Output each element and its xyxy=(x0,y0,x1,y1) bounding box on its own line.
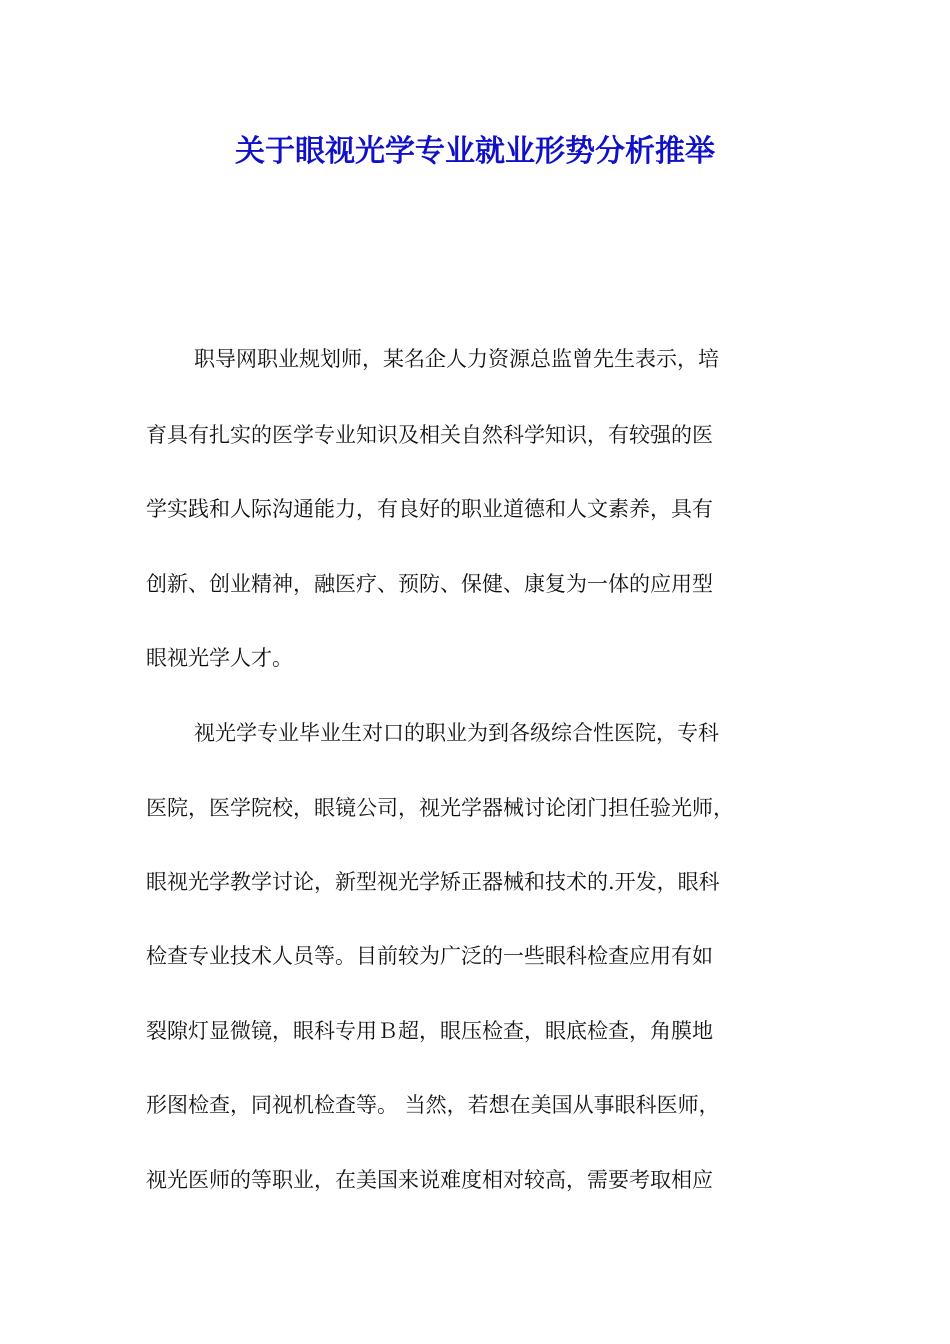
paragraph-1-line-3: 学实践和人际沟通能力，有良好的职业道德和人文素养，具有 xyxy=(146,497,713,521)
paragraph-2-line-6: 形图检查，同视机检查等。 当然，若想在美国从事眼科医师， xyxy=(146,1093,720,1117)
paragraph-1-line-1: 职导网职业规划师，某名企人力资源总监曾先生表示，培 xyxy=(194,347,719,371)
paragraph-2-line-4: 检查专业技术人员等。目前较为广泛的一些眼科检查应用有如 xyxy=(146,944,713,968)
paragraph-2-line-7: 视光医师的等职业，在美国来说难度相对较高，需要考取相应 xyxy=(146,1168,713,1192)
paragraph-1-line-5: 眼视光学人才。 xyxy=(146,646,293,670)
document-title: 关于眼视光学专业就业形势分析推举 xyxy=(235,134,715,169)
paragraph-2-line-5: 裂隙灯显微镜，眼科专用Ｂ超，眼压检查，眼底检查，角膜地 xyxy=(146,1019,713,1043)
document-body xyxy=(146,0,810,1344)
paragraph-2-line-1: 视光学专业毕业生对口的职业为到各级综合性医院，专科 xyxy=(194,721,719,745)
paragraph-2-line-2: 医院，医学院校，眼镜公司，视光学器械讨论闭门担任验光师， xyxy=(146,796,734,820)
paragraph-1-line-4: 创新、创业精神，融医疗、预防、保健、康复为一体的应用型 xyxy=(146,572,713,596)
paragraph-1-line-2: 育具有扎实的医学专业知识及相关自然科学知识，有较强的医 xyxy=(146,423,713,447)
paragraph-2-line-3: 眼视光学教学讨论，新型视光学矫正器械和技术的.开发，眼科 xyxy=(146,870,720,894)
